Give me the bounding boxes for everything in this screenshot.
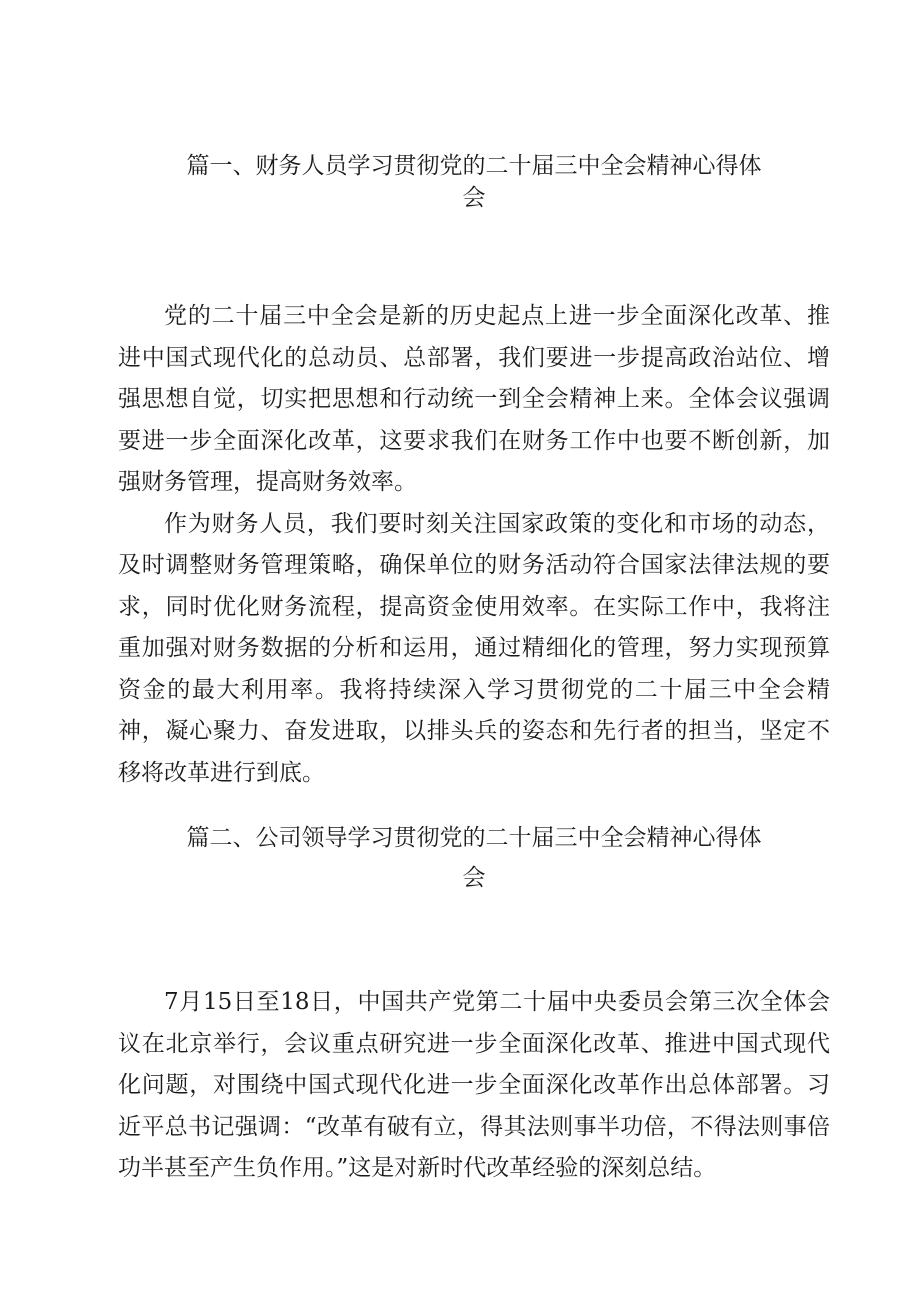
section-2-title	[118, 822, 830, 894]
section-2-body	[118, 982, 830, 1190]
section-1-paragraph-2: 作为财务人员，我们要时刻关注国家政策的变化和市场的动态，及时调整财务管理策略，确保单位的财务活动符合国家法律法规的要求，同时优化财务流程，提高资金使用效率。在实际工作中，我将注重加强对财务数据的分析和运用，通过精细化的管理，努力实现预算资金的最大利用率。我将持续深入学习贯彻党的二十届三中全会精神，凝心聚力、奋发进取，以排头兵的姿态和先行者的担当，坚定不移将改革进行到底。	[118, 510, 830, 786]
section-2-title-line-2: 会	[462, 865, 486, 891]
section-1-title	[118, 150, 830, 214]
section-1-body	[118, 296, 830, 794]
section-2-paragraph-1: 7月15日至18日，中国共产党第二十届中央委员会第三次全体会议在北京举行，会议重点研究进一步全面深化改革、推进中国式现代化问题，对围绕中国式现代化进一步全面深化改革作出总体部署。习近平总书记强调：“改革有破有立，得其法则事半功倍，不得法则事倍功半甚至产生负作用。”这是对新时代改革经验的深刻总结。	[118, 989, 830, 1181]
section-1-paragraph-1: 党的二十届三中全会是新的历史起点上进一步全面深化改革、推进中国式现代化的总动员、总部署，我们要进一步提高政治站位、增强思想自觉，切实把思想和行动统一到全会精神上来。全体会议强调要进一步全面深化改革，这要求我们在财务工作中也要不断创新，加强财务管理，提高财务效率。	[118, 303, 830, 495]
section-2-title-line-1: 篇二、公司领导学习贯彻党的二十届三中全会精神心得体	[186, 825, 762, 851]
section-1-title-line-2: 会	[462, 185, 486, 211]
section-1-title-line-1: 篇一、财务人员学习贯彻党的二十届三中全会精神心得体	[186, 153, 762, 179]
document-page	[118, 150, 830, 1190]
